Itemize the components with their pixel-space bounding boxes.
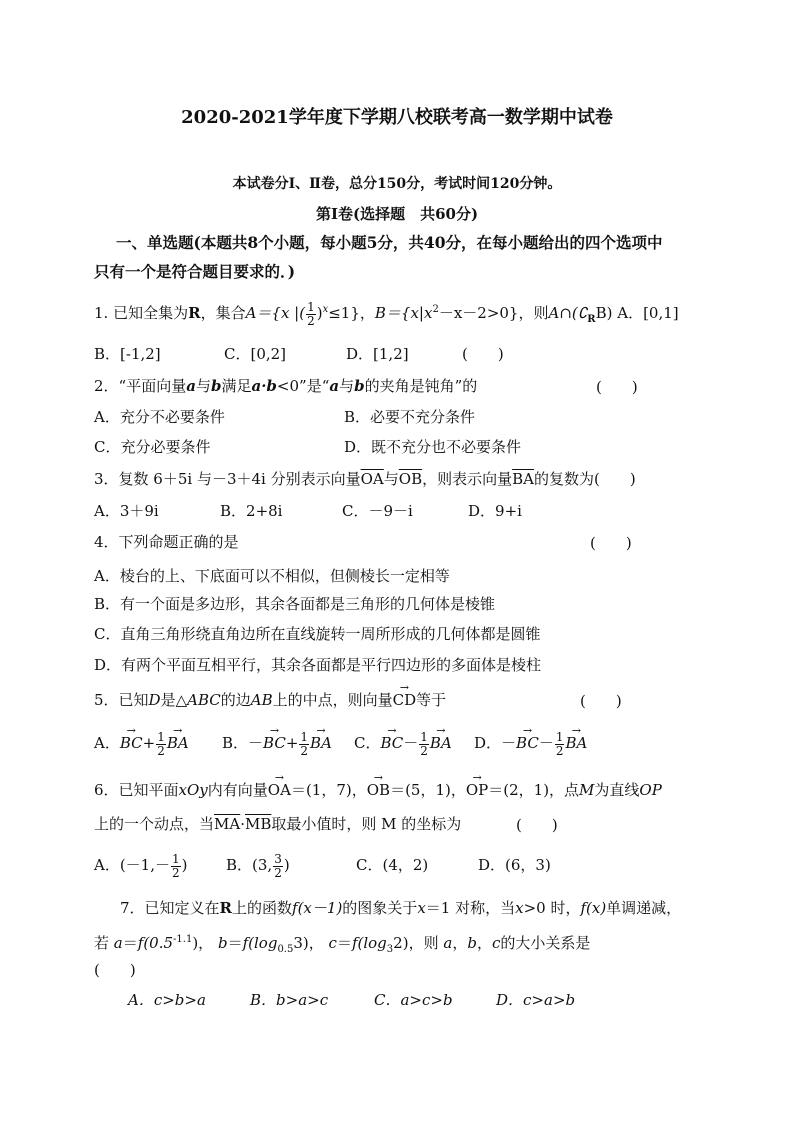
- vector-ba: $\overline{BA}$: [512, 470, 534, 488]
- option-d[interactable]: D．(6，3): [478, 856, 551, 874]
- option-b[interactable]: B．－→ BC+ $\frac{1}{2}$ → BA: [222, 730, 354, 758]
- question-3: 3．复数 6＋5i 与－3＋4i 分别表示向量$\overline{OA}$与$\overline{OB}$，则表示向量$\overline{BA}$的复数为( ): [94, 470, 636, 488]
- question-2-options-row1: [94, 407, 475, 427]
- question-6-options: [94, 852, 551, 880]
- vector-cd: → CD: [393, 690, 417, 710]
- option-a[interactable]: A．棱台的上、下底面可以不相似，但侧棱长一定相等: [94, 567, 450, 585]
- vector-ma: $\overline{MA}$: [214, 815, 241, 833]
- answer-paren: ( ): [580, 692, 622, 710]
- question-3-options: [94, 501, 522, 521]
- section-heading-line1: 一、单选题(本题共8个小题，每小题5分，共40分，在每小题给出的四个选项中: [116, 233, 663, 252]
- question-5: 5．已知D是△ABC的边AB上的中点，则向量→ CD等于: [94, 690, 446, 710]
- question-6-line2: 上的一个动点，当$\overline{MA}\cdot\overline{MB}$取最小值时，则 M 的坐标为: [94, 815, 462, 833]
- option-d[interactable]: D．9+i: [468, 502, 522, 520]
- question-7-line1: 7．已知定义在R上的函数f(x－1)的图象关于x＝1 对称，当x>0 时，f(x)单调递减，: [120, 899, 682, 917]
- option-b[interactable]: B．[-1,2]: [94, 345, 161, 363]
- vector-ob: → OB: [367, 780, 390, 800]
- option-c[interactable]: C．充分必要条件: [94, 438, 211, 456]
- question-4: 4．下列命题正确的是: [94, 533, 239, 551]
- question-6-line1: 6．已知平面xOy内有向量→ OA＝(1，7)，→ OB＝(5，1)，→ OP＝(2，1)，点M为直线OP: [94, 780, 662, 800]
- vector-mb: $\overline{MB}$: [245, 815, 272, 833]
- exam-instructions: 本试卷分Ⅰ、Ⅱ卷，总分150分，考试时间120分钟。: [232, 176, 562, 192]
- option-a[interactable]: A．充分不必要条件: [94, 408, 225, 426]
- option-b[interactable]: B．2+8i: [220, 502, 283, 520]
- option-d[interactable]: D．c>a>b: [496, 991, 576, 1009]
- option-b[interactable]: B．有一个面是多边形，其余各面都是三角形的几何体是棱锥: [94, 595, 496, 613]
- vector-op: → OP: [466, 780, 488, 800]
- option-a[interactable]: A．3＋9i: [94, 502, 159, 520]
- part-one-heading: 第Ⅰ卷(选择题 共60分): [315, 205, 479, 223]
- vector-ob: $\overline{OB}$: [398, 470, 423, 488]
- option-d[interactable]: D．[1,2]: [346, 345, 409, 363]
- option-a[interactable]: A．(－1,－ $\frac{1}{2}$ ): [94, 851, 188, 880]
- answer-paren: ( ): [516, 816, 558, 834]
- question-1-options: [94, 344, 504, 364]
- option-c[interactable]: C．－9－i: [342, 502, 413, 520]
- option-d[interactable]: D．－→ BC－ $\frac{1}{2}$ → BA: [474, 730, 587, 758]
- option-c[interactable]: C．[0,2]: [224, 345, 287, 363]
- option-c[interactable]: C．a>c>b: [374, 991, 453, 1009]
- question-2: 2．“平面向量a与b满足a·b<0”是“a与b的夹角是钝角”的: [94, 377, 478, 395]
- option-d[interactable]: D．既不充分也不必要条件: [344, 438, 522, 456]
- fraction-half: $\frac{1}{2}$: [307, 299, 315, 328]
- question-7-options: [128, 990, 575, 1010]
- section-heading-line2: 只有一个是符合题目要求的．): [94, 262, 296, 281]
- option-c[interactable]: C．直角三角形绕直角边所在直线旋转一周所形成的几何体都是圆锥: [94, 625, 541, 643]
- option-d[interactable]: D．有两个平面互相平行，其余各面都是平行四边形的多面体是棱柱: [94, 656, 542, 674]
- answer-paren: ( ): [462, 345, 504, 363]
- question-1: 1. 已知全集为R，集合A＝{x |( $\frac{1}{2}$ )$^x$≤1}，$B=\{x|x^2-x-2>0\}$，则$A\cap(∁_RB)$ A．[0,1]: [94, 299, 679, 328]
- option-b[interactable]: B．(3, $\frac{3}{2}$ ): [226, 851, 290, 880]
- question-2-options-row2: [94, 437, 521, 457]
- option-b[interactable]: B．b>a>c: [250, 991, 329, 1009]
- page-title: 2020-2021学年度下学期八校联考高一数学期中试卷: [181, 107, 613, 128]
- option-a[interactable]: A．→ BC+ $\frac{1}{2}$ → BA: [94, 730, 222, 758]
- option-c[interactable]: C．→ BC－ $\frac{1}{2}$ → BA: [354, 730, 474, 758]
- option-c[interactable]: C．(4，2): [356, 856, 429, 874]
- vector-oa: $\overline{OA}$: [360, 470, 384, 488]
- answer-paren: ( ): [94, 961, 136, 979]
- answer-paren: ( ): [596, 378, 638, 396]
- answer-paren: ( ): [590, 534, 632, 552]
- option-a[interactable]: A．c>b>a: [128, 991, 206, 1009]
- option-b[interactable]: B．必要不充分条件: [344, 408, 476, 426]
- question-7-line2: 若 $a=f(0.5^{-1.1})$， $b=f(\log_{0.5}3)$， $c=f(\log_32)$，则 a，b，c的大小关系是: [94, 934, 591, 955]
- vector-oa: → OA: [268, 780, 291, 800]
- question-5-options: [94, 730, 587, 758]
